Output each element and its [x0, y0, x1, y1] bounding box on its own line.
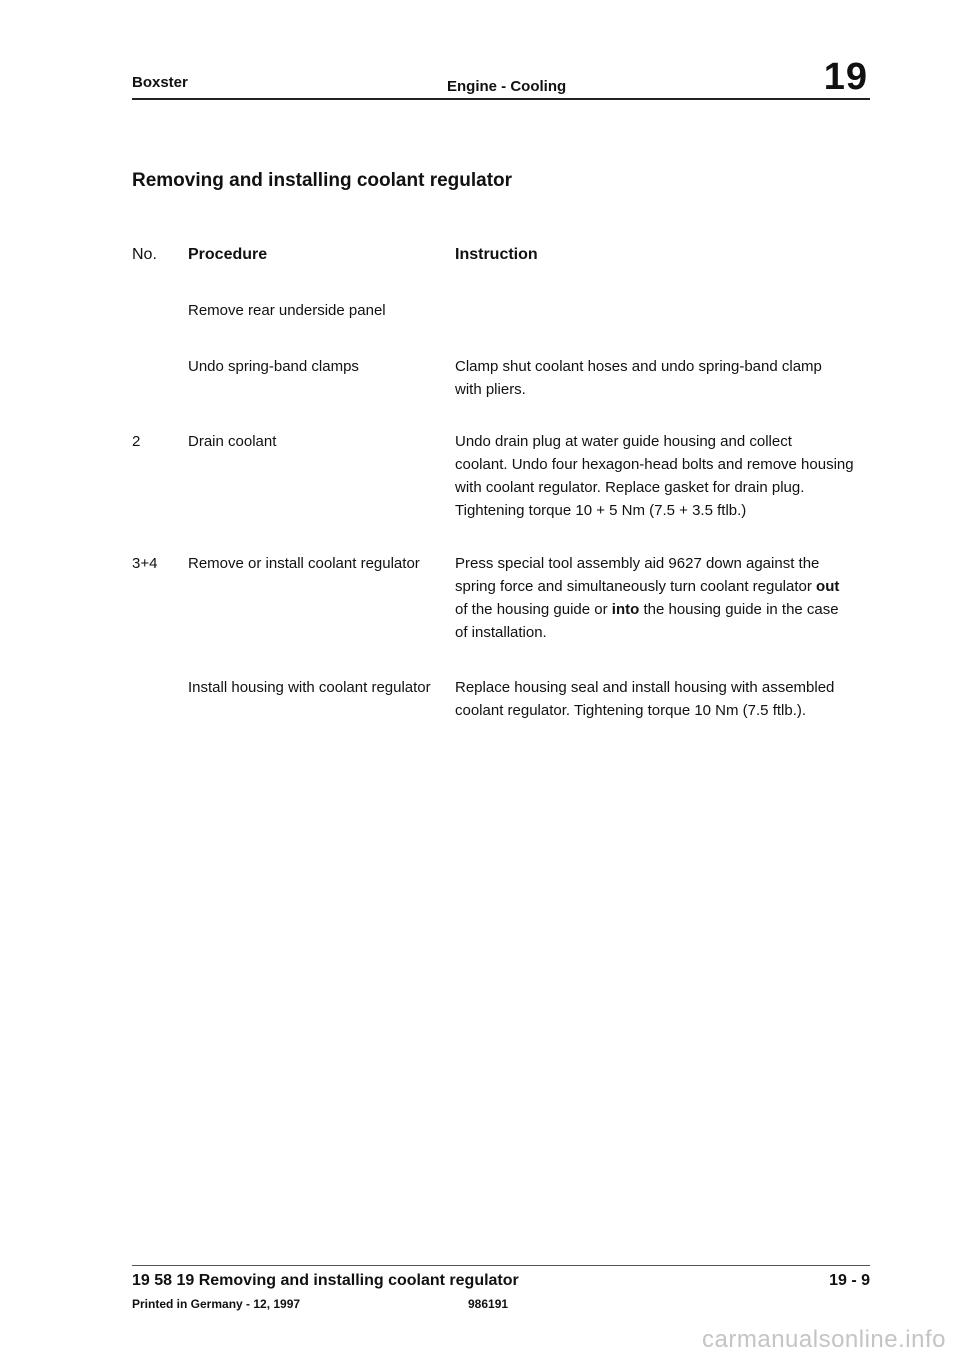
instruction-text: spring force and simultaneously turn coolant regulator [455, 578, 817, 595]
instruction-text: of the housing guide or [455, 601, 612, 618]
instruction-line: with coolant regulator. Replace gasket for drain plug. [455, 479, 805, 496]
instruction-line: coolant regulator. Tightening torque 10 Nm (7.5 ftlb.). [455, 702, 807, 719]
column-header-instruction: Instruction [455, 246, 538, 263]
instruction-cell [455, 676, 875, 722]
instruction-line: Tightening torque 10 + 5 Nm (7.5 + 3.5 ftlb.) [455, 502, 747, 519]
instruction-line: with pliers. [455, 381, 526, 398]
procedure-cell: Remove or install coolant regulator [188, 555, 420, 572]
instruction-line: Clamp shut coolant hoses and undo spring-band clamp [455, 358, 822, 375]
header-divider [132, 98, 870, 100]
instruction-line [455, 575, 875, 598]
column-header-procedure: Procedure [188, 246, 268, 263]
instruction-cell [455, 355, 875, 401]
instruction-line: Undo drain plug at water guide housing and collect [455, 433, 792, 450]
instruction-line: Press special tool assembly aid 9627 down against the [455, 555, 820, 572]
header-model: Boxster [132, 74, 188, 91]
emphasis-into: into [611, 601, 640, 618]
print-info: Printed in Germany - 12, 1997 [132, 1297, 301, 1311]
footer-title: 19 58 19 Removing and installing coolant regulator [132, 1272, 519, 1289]
step-number: 2 [132, 433, 141, 450]
watermark: carmanualsonline.info [702, 1326, 946, 1353]
column-header-no: No. [132, 246, 157, 263]
header-chapter-number: 19 [823, 56, 868, 98]
instruction-line: coolant. Undo four hexagon-head bolts and remove housing [455, 456, 854, 473]
instruction-line: Replace housing seal and install housing with assembled [455, 679, 835, 696]
procedure-cell: Drain coolant [188, 433, 277, 450]
header-section: Engine - Cooling [447, 78, 567, 95]
instruction-line [455, 598, 875, 621]
footer-divider [132, 1265, 870, 1266]
procedure-cell: Undo spring-band clamps [188, 358, 359, 375]
document-code: 986191 [468, 1297, 509, 1311]
instruction-line: of installation. [455, 624, 547, 641]
step-number: 3+4 [132, 555, 158, 572]
procedure-cell: Remove rear underside panel [188, 302, 386, 319]
instruction-text: the housing guide in the case [639, 601, 839, 618]
instruction-cell [455, 430, 875, 522]
page-number: 19 - 9 [829, 1272, 870, 1289]
emphasis-out: out [816, 578, 840, 595]
page-title: Removing and installing coolant regulator [132, 170, 513, 191]
procedure-cell: Install housing with coolant regulator [188, 679, 431, 696]
instruction-cell [455, 552, 875, 644]
page-header [132, 56, 870, 104]
